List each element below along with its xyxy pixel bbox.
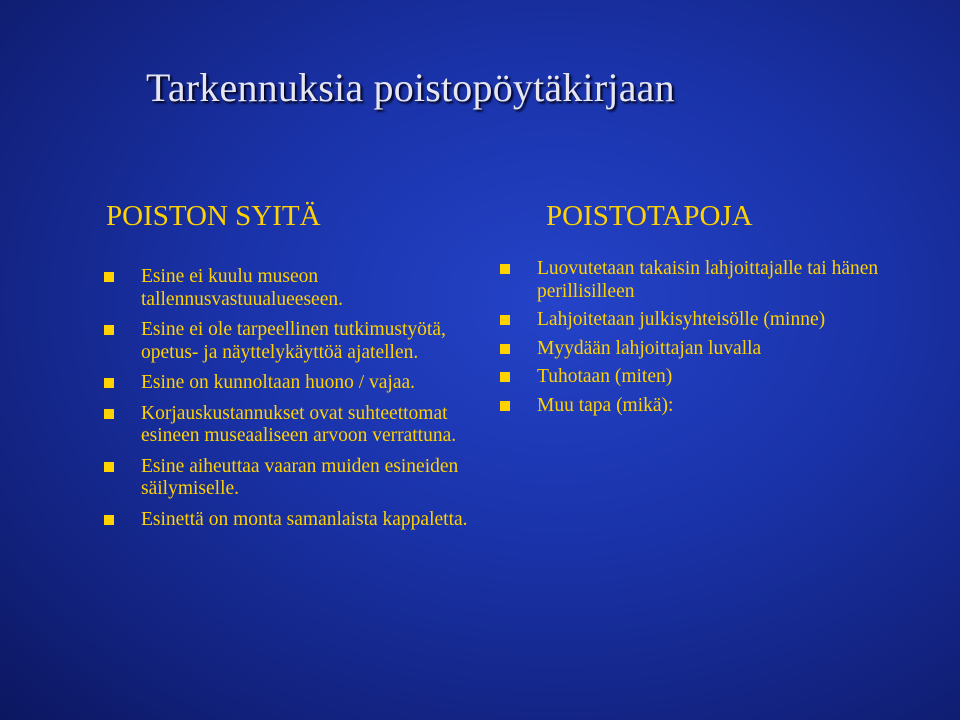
list-item: [104, 372, 484, 395]
left-column-heading: POISTON SYITÄ: [106, 200, 321, 232]
square-bullet-icon: [104, 272, 114, 282]
list-item-text: Korjauskustannukset ovat suhteettomat esineen museaaliseen arvoon verrattuna.: [141, 402, 457, 446]
list-item-text: Esine ei kuulu museon tallennusvastuualueeseen.: [141, 266, 343, 310]
list-item: [500, 395, 920, 418]
left-bullet-list: [104, 266, 484, 539]
square-bullet-icon: [500, 315, 510, 325]
list-item: [500, 366, 920, 389]
square-bullet-icon: [104, 515, 114, 525]
square-bullet-icon: [104, 325, 114, 335]
list-item: [104, 509, 484, 532]
list-item-text: Muu tapa (mikä):: [537, 394, 674, 416]
list-item-text: Esine aiheuttaa vaaran muiden esineiden säilymiselle.: [141, 455, 459, 499]
square-bullet-icon: [500, 264, 510, 274]
list-item-text: Luovutetaan takaisin lahjoittajalle tai hänen perillisilleen: [537, 258, 879, 302]
list-item: [104, 403, 484, 448]
list-item: [104, 319, 484, 364]
square-bullet-icon: [500, 344, 510, 354]
list-item: [500, 309, 920, 332]
list-item-text: Tuhotaan (miten): [537, 366, 673, 387]
list-item: [500, 258, 920, 303]
square-bullet-icon: [104, 462, 114, 472]
list-item-text: Esine ei ole tarpeellinen tutkimustyötä, opetus- ja näyttelykäyttöä ajatellen.: [141, 319, 446, 363]
list-item: [104, 456, 484, 501]
square-bullet-icon: [104, 409, 114, 419]
list-item-text: Myydään lahjoittajan luvalla: [537, 337, 762, 359]
square-bullet-icon: [500, 372, 510, 382]
slide-title: Tarkennuksia poistopöytäkirjaan: [146, 65, 675, 110]
right-column-heading: POISTOTAPOJA: [546, 200, 753, 232]
right-bullet-list: [500, 258, 920, 423]
list-item-text: Esine on kunnoltaan huono / vajaa.: [141, 372, 416, 393]
square-bullet-icon: [500, 401, 510, 411]
list-item: [104, 266, 484, 311]
list-item-text: Esinettä on monta samanlaista kappaletta.: [141, 508, 468, 530]
list-item-text: Lahjoitetaan julkisyhteisölle (minne): [537, 309, 826, 330]
square-bullet-icon: [104, 378, 114, 388]
list-item: [500, 338, 920, 361]
